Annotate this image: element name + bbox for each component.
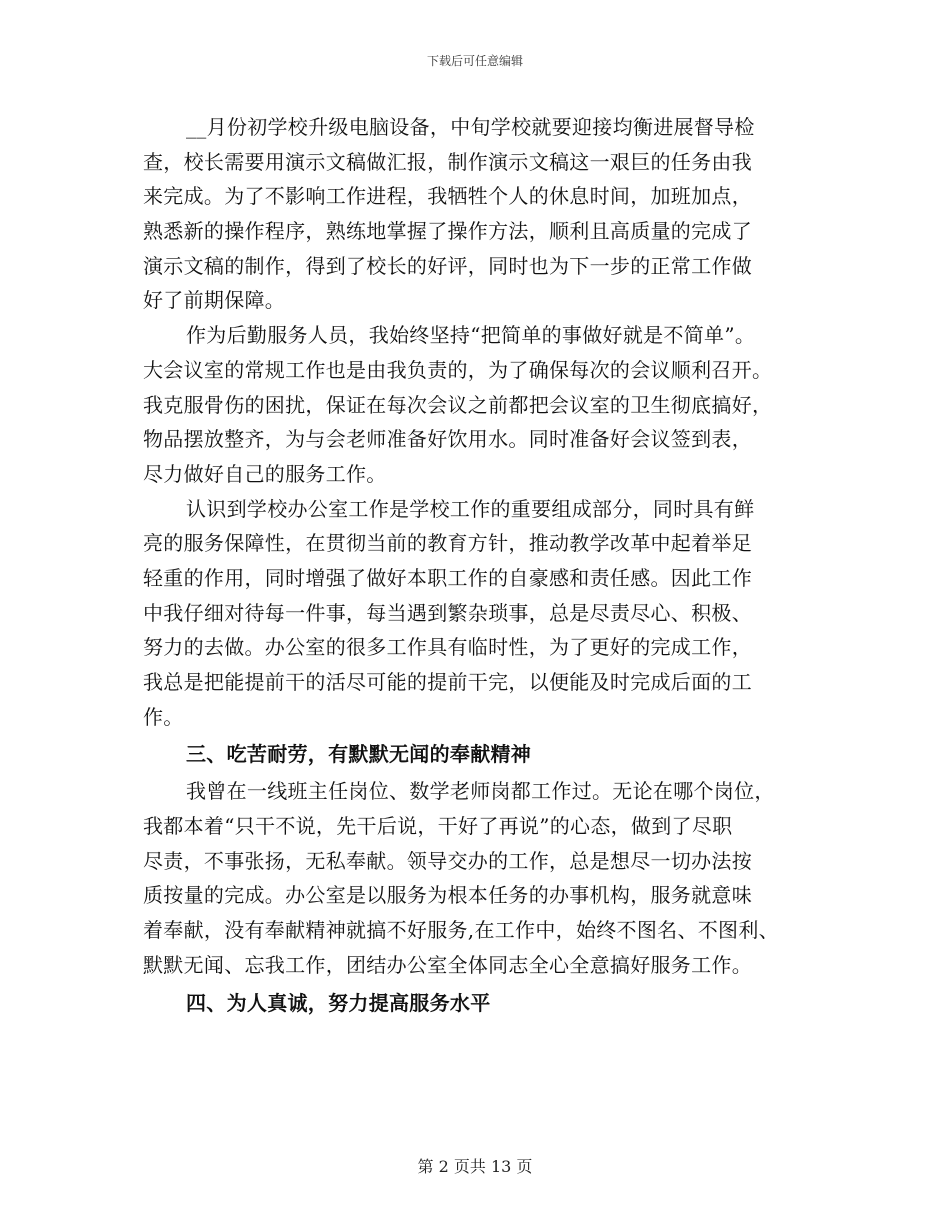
text-line: 我曾在一线班主任岗位、数学老师岗都工作过。无论在哪个岗位， bbox=[186, 779, 775, 804]
text-line: 尽力做好自己的服务工作。 bbox=[143, 461, 387, 486]
text-line: 质按量的完成。办公室是以服务为根本任务的办事机构，服务就意味 bbox=[143, 883, 752, 908]
text-line: 着奉献，没有奉献精神就搞不好服务,在工作中，始终不图名、不图利、 bbox=[143, 918, 779, 943]
section-heading-3: 三、吃苦耐劳，有默默无闻的奉献精神 bbox=[186, 742, 532, 767]
text-line: 作。 bbox=[143, 704, 184, 729]
text-line: 中我仔细对待每一件事，每当遇到繁杂琐事，总是尽责尽心、积极、 bbox=[143, 600, 752, 625]
paragraph-3 bbox=[143, 492, 818, 735]
text-line: 熟悉新的操作程序，熟练地掌握了操作方法，顺利且高质量的完成了 bbox=[143, 219, 752, 244]
text-line: 轻重的作用，同时增强了做好本职工作的自豪感和责任感。因此工作 bbox=[143, 565, 752, 590]
text-line: 亮的服务保障性，在贯彻当前的教育方针，推动教学改革中起着举足 bbox=[143, 531, 752, 556]
text-line: 认识到学校办公室工作是学校工作的重要组成部分，同时具有鲜 bbox=[186, 496, 755, 521]
text-line: 大会议室的常规工作也是由我负责的，为了确保每次的会议顺利召开。 bbox=[143, 357, 773, 382]
text-line: 好了前期保障。 bbox=[143, 288, 286, 313]
section-heading-4: 四、为人真诚，努力提高服务水平 bbox=[186, 990, 491, 1015]
page-number-footer: 第 2 页共 13 页 bbox=[417, 1157, 533, 1176]
text-line: 默默无闻、忘我工作，团结办公室全体同志全心全意搞好服务工作。 bbox=[143, 952, 752, 977]
document-body bbox=[143, 110, 818, 1023]
text-line: 来完成。为了不影响工作进程，我牺牲个人的休息时间，加班加点， bbox=[143, 184, 752, 209]
paragraph-2 bbox=[143, 318, 818, 491]
text-line: 演示文稿的制作，得到了校长的好评，同时也为下一步的正常工作做 bbox=[143, 253, 752, 278]
page-header: 下载后可任意编辑 bbox=[426, 54, 523, 68]
paragraph-4 bbox=[143, 774, 818, 982]
paragraph-1 bbox=[143, 110, 818, 318]
text-line: 我克服骨伤的困扰，保证在每次会议之前都把会议室的卫生彻底搞好， bbox=[143, 392, 773, 417]
text-line: 物品摆放整齐，为与会老师准备好饮用水。同时准备好会议签到表， bbox=[143, 427, 752, 452]
text-line: 我都本着“只干不说，先干后说，干好了再说”的心态，做到了尽职 bbox=[143, 814, 733, 839]
text-line: 尽责，不事张扬，无私奉献。领导交办的工作，总是想尽一切办法按 bbox=[143, 848, 752, 873]
text-line: 查，校长需要用演示文稿做汇报，制作演示文稿这一艰巨的任务由我 bbox=[143, 149, 752, 174]
text-line: 我总是把能提前干的活尽可能的提前干完，以便能及时完成后面的工 bbox=[143, 670, 752, 694]
text-line: 作为后勤服务人员，我始终坚持“把简单的事做好就是不简单”。 bbox=[186, 323, 756, 348]
text-line: 努力的去做。办公室的很多工作具有临时性，为了更好的完成工作， bbox=[143, 635, 752, 660]
text-line: __月份初学校升级电脑设备，中旬学校就要迎接均衡进展督导检 bbox=[186, 115, 755, 139]
